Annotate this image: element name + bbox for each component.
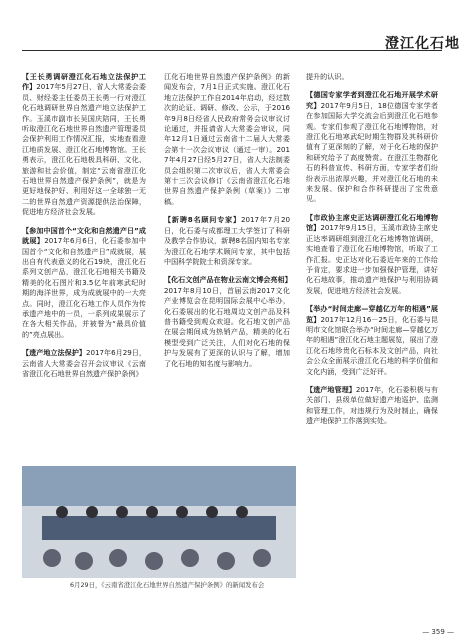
column-2	[164, 72, 290, 377]
news-entry	[306, 90, 438, 204]
news-entry	[306, 385, 438, 427]
entry-heading: 【化石文创产品在物业云南文博会亮相】	[164, 275, 292, 285]
news-entry	[164, 275, 290, 369]
news-entry	[164, 215, 290, 267]
news-entry	[22, 348, 146, 379]
entry-text: 2017年5月27日，省人大常委会委员、财经委主任委员王长勇一行对澄江化石地调研世界自然遗产地立法保护工作。玉溪市副市长吴国庆陪同，王长勇听取澄江化石地世界自然遗产管理委员会保护利用工作情况汇报，实地查看澄江地质发展、澄江化石地博物馆。王长勇表示，澄江化石地极具科研、文化、旅游和社会价值，制定“云南省澄江化石地世界自然遗产保护条例”，就是为更好地保护好、利用好这一全球独一无二的世界自然遗产资源提供法治保障，促进地方经济社会发展。	[22, 82, 147, 217]
page-number: — 359 —	[422, 628, 454, 636]
news-entry	[22, 72, 146, 218]
entry-heading: 【德国专家学者到澄江化石地开展学术研究】	[306, 90, 438, 110]
news-entry	[306, 304, 438, 377]
entry-text: 2017年12月16－25日，化石委与昆明市文化馆联合举办“时间走廊—穿越亿万年的相遇”澄江化石地主题展览，展出了澄江化石地珍贵化石标本及文创产品，向社会公众全面展示澄江化石地的科学价值和文化内涵，受到广泛好评。	[306, 314, 439, 376]
entry-heading: 【举办“时间走廊—穿越亿万年的相遇”展览】	[306, 304, 438, 324]
news-entry	[22, 226, 146, 340]
column-1	[22, 72, 146, 387]
entry-heading: 【遗产地管理】	[306, 384, 356, 394]
column-3	[306, 72, 438, 435]
entry-text: 2017年9月5日，18位德国专家学者在参加国际大学交流会后到澄江化石地参观。专家们参观了澄江化石地博物馆，对澄江化石地寒武纪时期生物群及其科研价值有了更深刻的了解，对于化石地的保护和研究给予了高度赞赏。在澄江生物群化石的科普宣传、科研方面，专家学者们纷纷表示出浓厚兴趣，并对澄江化石地的未来发展、保护和合作科研提出了宝贵意见。	[306, 100, 439, 204]
entry-text: 江化石地世界自然遗产保护条例》的新闻发布会，7月1日正式实施。澄江化石地立法保护工作自2014年启动，经过数次的论证、调研、修改、公示，于2016年9月8日经省人民政府常务会议审议讨论通过，并报请省人大常委会审议，同年12月1日通过云南省十二届人大常委会第十一次会议审议（通过一审）。2017年4月27日经5月27日，省人大法制委员会组织第二次审议后，省人大常委会第十三次会议修订《云南省澄江化石地世界自然遗产保护条例（草案）》二审稿。	[164, 72, 290, 206]
entry-text: 2017年，化石委积极与有关部门、县级单位做好遗产地巡护、监测和管理工作，对违规行为及时制止，确保遗产地保护工作落到实处。	[306, 384, 439, 426]
entry-text: 2017年8月10日，首届云南2017文化产业博览会在昆明国际会展中心举办，化石委展出的化石地周边文创产品及科普书籍受到观众欢迎。化石地文创产品在展会期间成为热销产品，精美的化石模型受到广泛关注，人们对化石地的保护与发展有了更深的认识与了解，增加了化石地的知名度与影响力。	[164, 285, 290, 368]
news-entry	[306, 72, 438, 82]
entry-heading: 【参加中国首个“文化和自然遗产日”成就展】	[22, 225, 146, 246]
entry-text: 提升的认识。	[306, 72, 349, 81]
section-title: 澄江化石地	[385, 36, 460, 52]
press-conference-photo	[22, 466, 296, 578]
entry-text: 2017年7月20日，化石委与成都理工大学签订了科研及教学合作协议，新聘8名国内知名专家为澄江化石地学术顾问专家，其中包括中国科学院院士和资深专家。	[164, 215, 291, 266]
entry-heading: 【王长勇调研澄江化石地立法保护工作】	[22, 72, 146, 92]
entry-text: 2017年9月15日，玉溪市政协主席史正达率调研组到澄江化石地博物馆调研，实地查看了澄江化石地博物馆，听取了工作汇报。史正达对化石委近年来的工作给予肯定，要求进一步加强保护管理，讲好化石地故事，推动遗产地保护与利用协调发展，促进地方经济社会发展。	[306, 223, 439, 295]
news-entry	[306, 213, 438, 296]
news-entry	[164, 72, 290, 207]
entry-heading: 【市政协主席史正达调研澄江化石地博物馆】	[306, 212, 438, 233]
header-rule	[22, 50, 442, 51]
entry-text: 2017年6月6日，化石委参加中国首个“文化和自然遗产日”成就展，展出自有代表意义的化石19块，澄江化石系列文创产品，澄江化石地相关书籍及精美的化石图片和3.5亿年前寒武纪时期的海洋世界，成为成就展中的一大亮点。同时，澄江化石地工作人员作为传承遗产地中的一员，一系列成果展示了在各大相关作品，并被誉为“最具价值的”亮点展出。	[22, 236, 146, 339]
entry-heading: 【遗产地立法保护】	[22, 348, 86, 358]
photo-caption: 6月29日，《云南省澄江化石地世界自然遗产保护条例》的新闻发布会	[70, 581, 265, 589]
entry-heading: 【新聘8名顾问专家】	[164, 215, 241, 225]
entry-text: 2017年6月29日，云南省人大常委会召开会议审议《云南省澄江化石地世界自然遗产保护条例》	[22, 348, 147, 378]
